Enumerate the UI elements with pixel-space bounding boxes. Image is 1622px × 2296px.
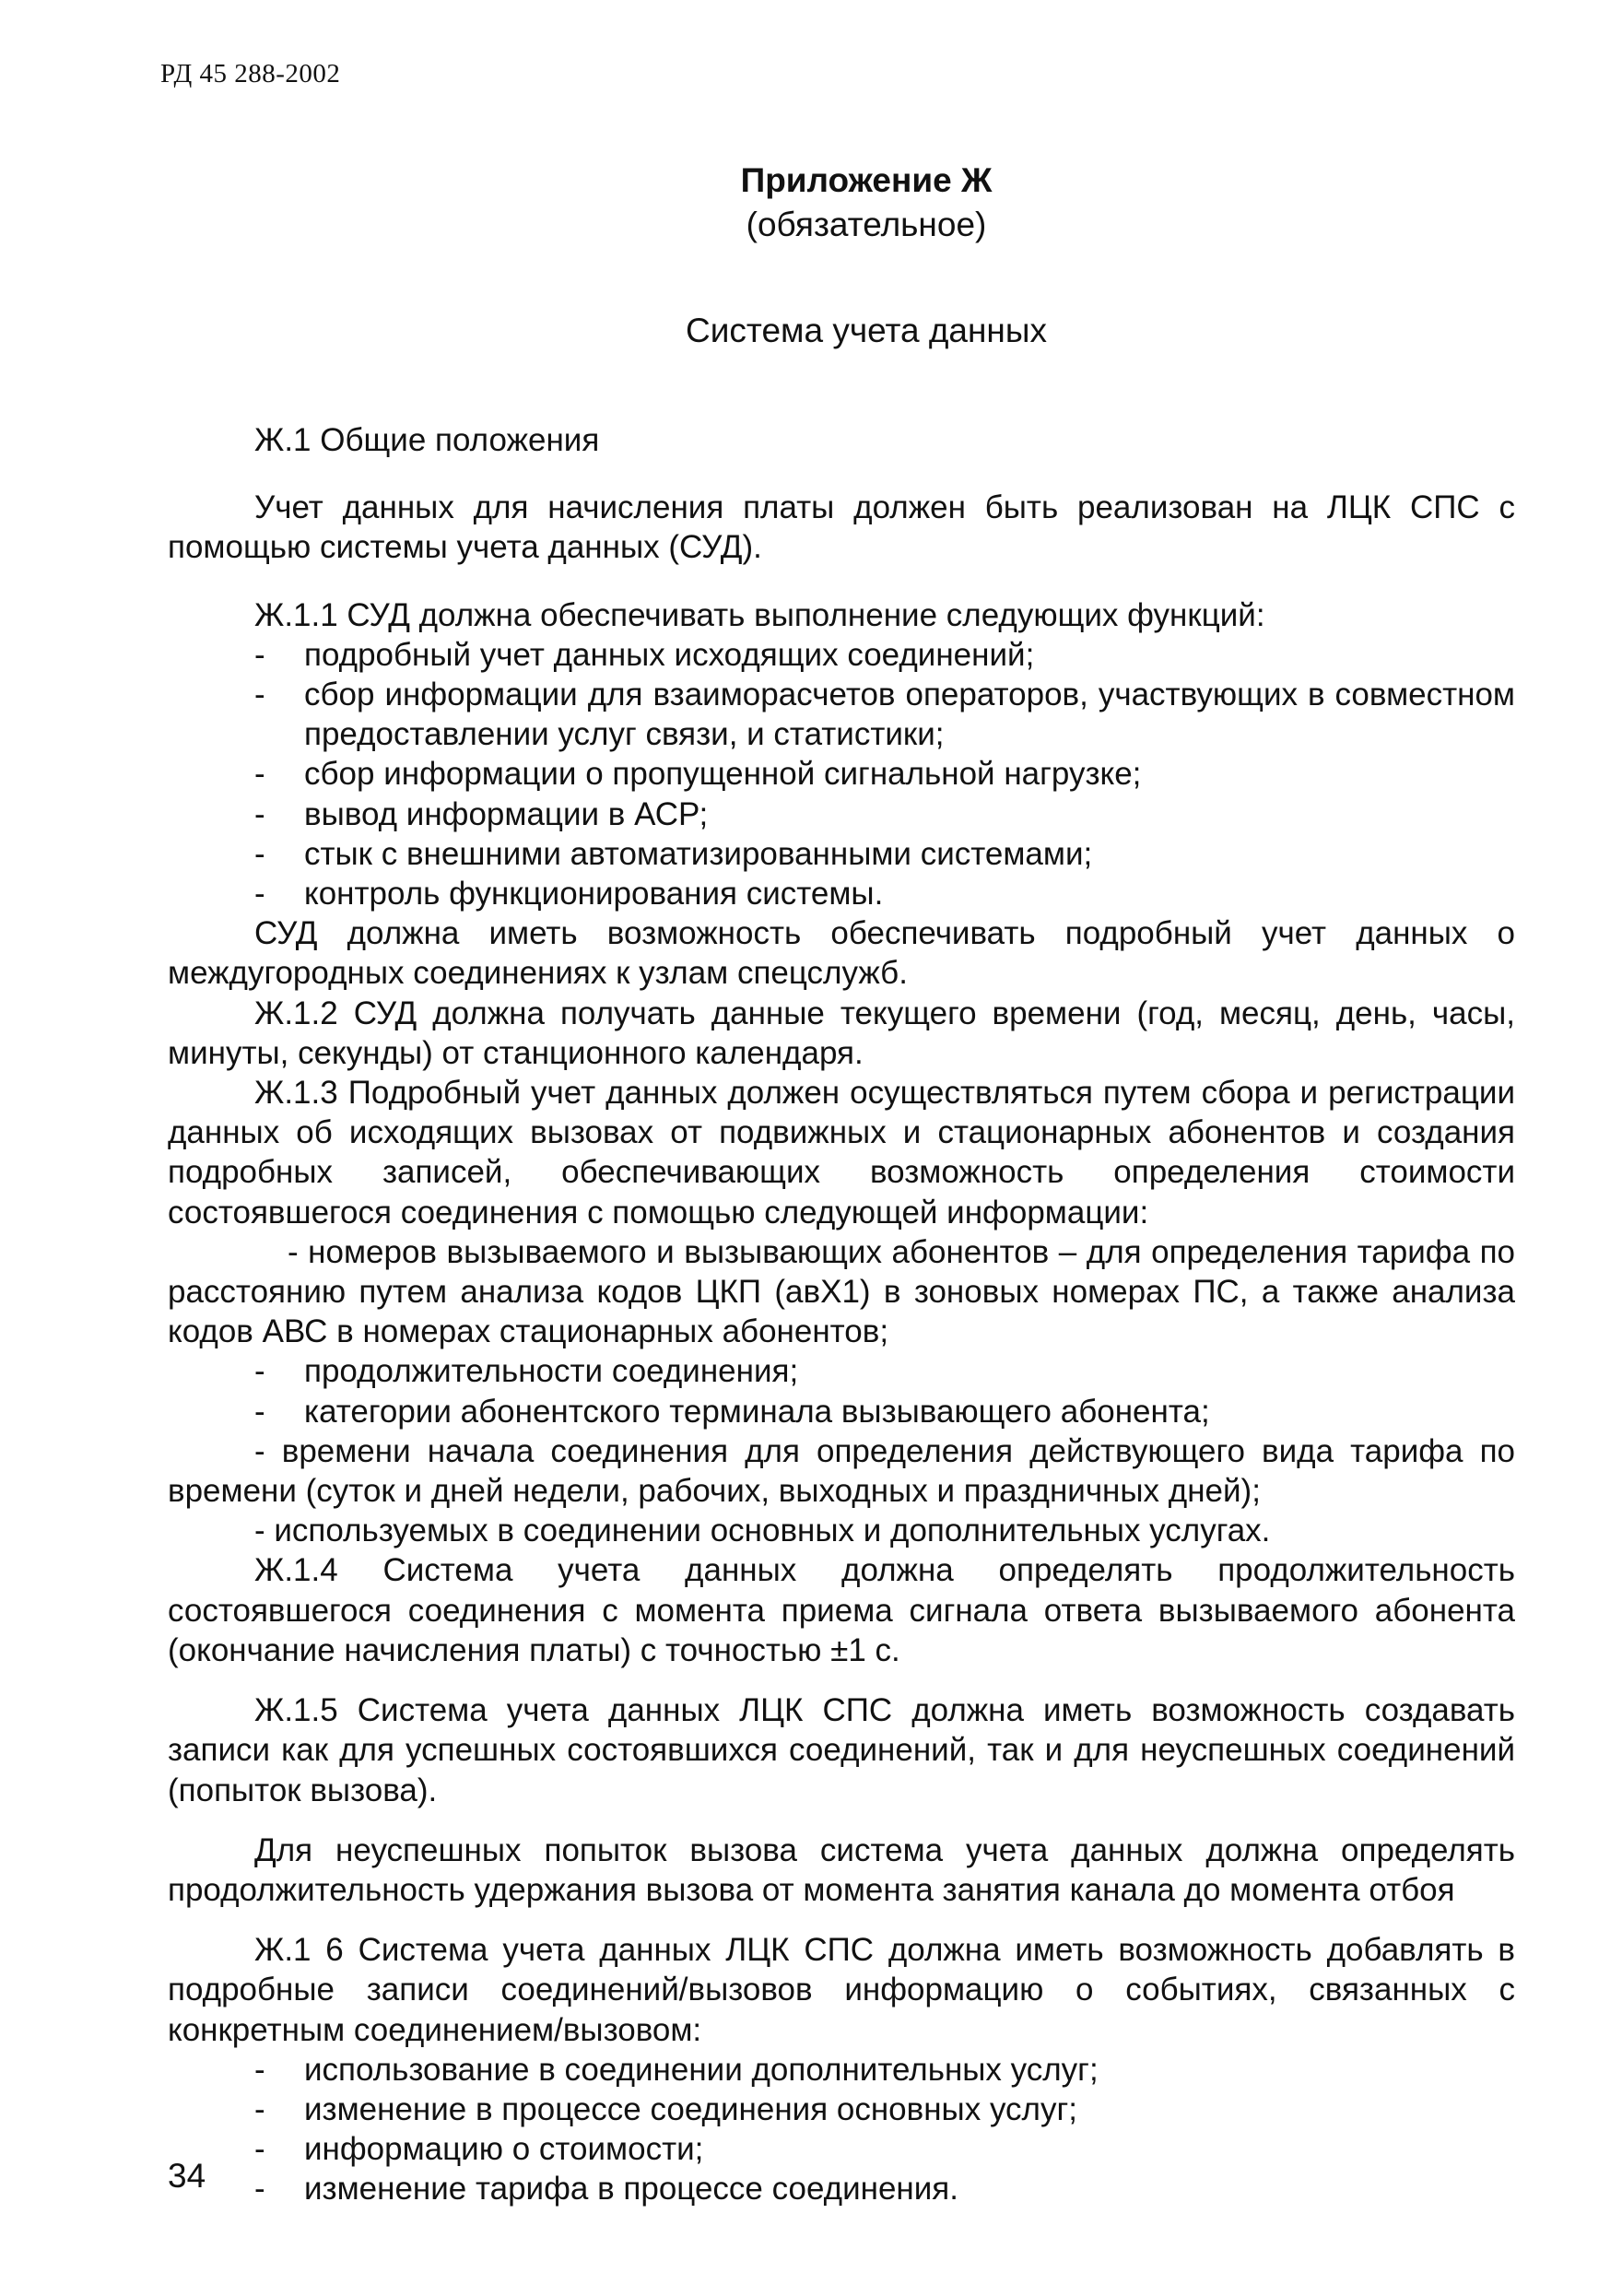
dash-marker: - [254, 636, 265, 673]
list-item [168, 2169, 1515, 2208]
paragraph-1-5: Ж.1.5 Система учета данных ЛЦК СПС должна иметь возможность создавать записи как для успешных состоявшихся соединений, так и для неуспешных соединений (попыток вызова). [168, 1692, 1515, 1808]
list-item-text: информацию о стоимости; [304, 2131, 704, 2168]
list-item [168, 675, 1515, 754]
paragraph-1-3: Ж.1.3 Подробный учет данных должен осуществляться путем сбора и регистрации данных об исходящих вызовах от подвижных и стационарных абонентов и создания подробных записей, обеспечивающих возможность определения стоимости состоявшегося соединения с помощью следующей информации: [168, 1075, 1515, 1230]
list-item [168, 874, 1515, 913]
paragraph-used-services: - используемых в соединении основных и дополнительных услугах. [254, 1513, 1271, 1549]
paragraph-intro: Учет данных для начисления платы должен быть реализован на ЛЦК СПС с помощью системы учета данных (СУД). [168, 489, 1515, 566]
list-item [168, 1392, 1515, 1431]
paragraph-unsuccessful: Для неуспешных попыток вызова система учета данных должна определять продолжительность удержания вызова от момента занятия канала до момента отбоя [168, 1831, 1515, 1908]
paragraph-numbers: - номеров вызываемого и вызывающих абонентов – для определения тарифа по расстоянию путем анализа кодов ЦКП (авХ1) в зоновых номерах ПС, а также анализа кодов АВС в номерах стационарных абонентов; [168, 1233, 1515, 1350]
document-body [168, 420, 1515, 2209]
list-item [168, 1351, 1515, 1391]
list-item [168, 635, 1515, 675]
paragraph-time: - времени начала соединения для определения действующего вида тарифа по времени (суток и дней недели, рабочих, выходных и праздничных дней); [168, 1432, 1515, 1510]
list-item [168, 2050, 1515, 2090]
list-item-text: изменение тарифа в процессе соединения. [304, 2171, 958, 2208]
list-item-text: вывод информации в АСР; [304, 795, 709, 832]
paragraph-1-6: Ж.1 6 Система учета данных ЛЦК СПС должна иметь возможность добавлять в подробные записи соединений/вызовов информацию о событиях, связанных с конкретным соединением/вызовом: [168, 1932, 1515, 2048]
dash-marker: - [254, 1353, 265, 1390]
dash-marker: - [254, 677, 265, 713]
appendix-heading [0, 159, 1622, 247]
dash-marker: - [254, 835, 265, 872]
dash-marker: - [254, 2171, 265, 2208]
dash-marker: - [254, 2131, 265, 2168]
dash-marker: - [254, 756, 265, 793]
list-item [168, 2090, 1515, 2129]
list-item [168, 2129, 1515, 2169]
paragraph-1-1: Ж.1.1 СУД должна обеспечивать выполнение следующих функций: [254, 596, 1265, 633]
list-item-text: сбор информации о пропущенной сигнальной нагрузке; [304, 756, 1142, 793]
list-item-text: контроль функционирования системы. [304, 876, 884, 913]
list-item [168, 795, 1515, 834]
dash-marker: - [254, 876, 265, 913]
paragraph-sud: СУД должна иметь возможность обеспечивать подробный учет данных о междугородных соединениях к узлам спецслужб. [168, 915, 1515, 992]
dash-marker: - [254, 2051, 265, 2088]
list-item-text: использование в соединении дополнительных услуг; [304, 2051, 1099, 2088]
paragraph-1-2: Ж.1.2 СУД должна получать данные текущего времени (год, месяц, день, часы, минуты, секунды) от станционного календаря. [168, 995, 1515, 1071]
dash-marker: - [254, 2090, 265, 2127]
page-number: 34 [168, 2157, 206, 2195]
subsection-heading: Ж.1 Общие положения [254, 422, 600, 458]
appendix-title: Приложение Ж [740, 161, 993, 199]
paragraph-1-4: Ж.1.4 Система учета данных должна определять продолжительность состоявшегося соединения с момента приема сигнала ответа вызываемого абонента (окончание начисления платы) с точностью ±1 с. [168, 1552, 1515, 1668]
list-item [168, 834, 1515, 874]
list-item-text: изменение в процессе соединения основных услуг; [304, 2090, 1077, 2127]
list-item-text: подробный учет данных исходящих соединений; [304, 636, 1035, 673]
list-item-text: продолжительности соединения; [304, 1353, 799, 1390]
list-item-text: категории абонентского терминала вызывающего абонента; [304, 1393, 1210, 1430]
dash-marker: - [254, 1393, 265, 1430]
appendix-subtitle: (обязательное) [746, 206, 987, 243]
list-item-text: сбор информации для взаиморасчетов операторов, участвующих в совместном предоставлении услуг связи, и статистики; [304, 677, 1515, 753]
section-title: Система учета данных [686, 312, 1047, 349]
list-item-text: стык с внешними автоматизированными системами; [304, 835, 1093, 872]
dash-marker: - [254, 795, 265, 832]
list-item [168, 754, 1515, 794]
document-code: РД 45 288-2002 [160, 59, 341, 88]
